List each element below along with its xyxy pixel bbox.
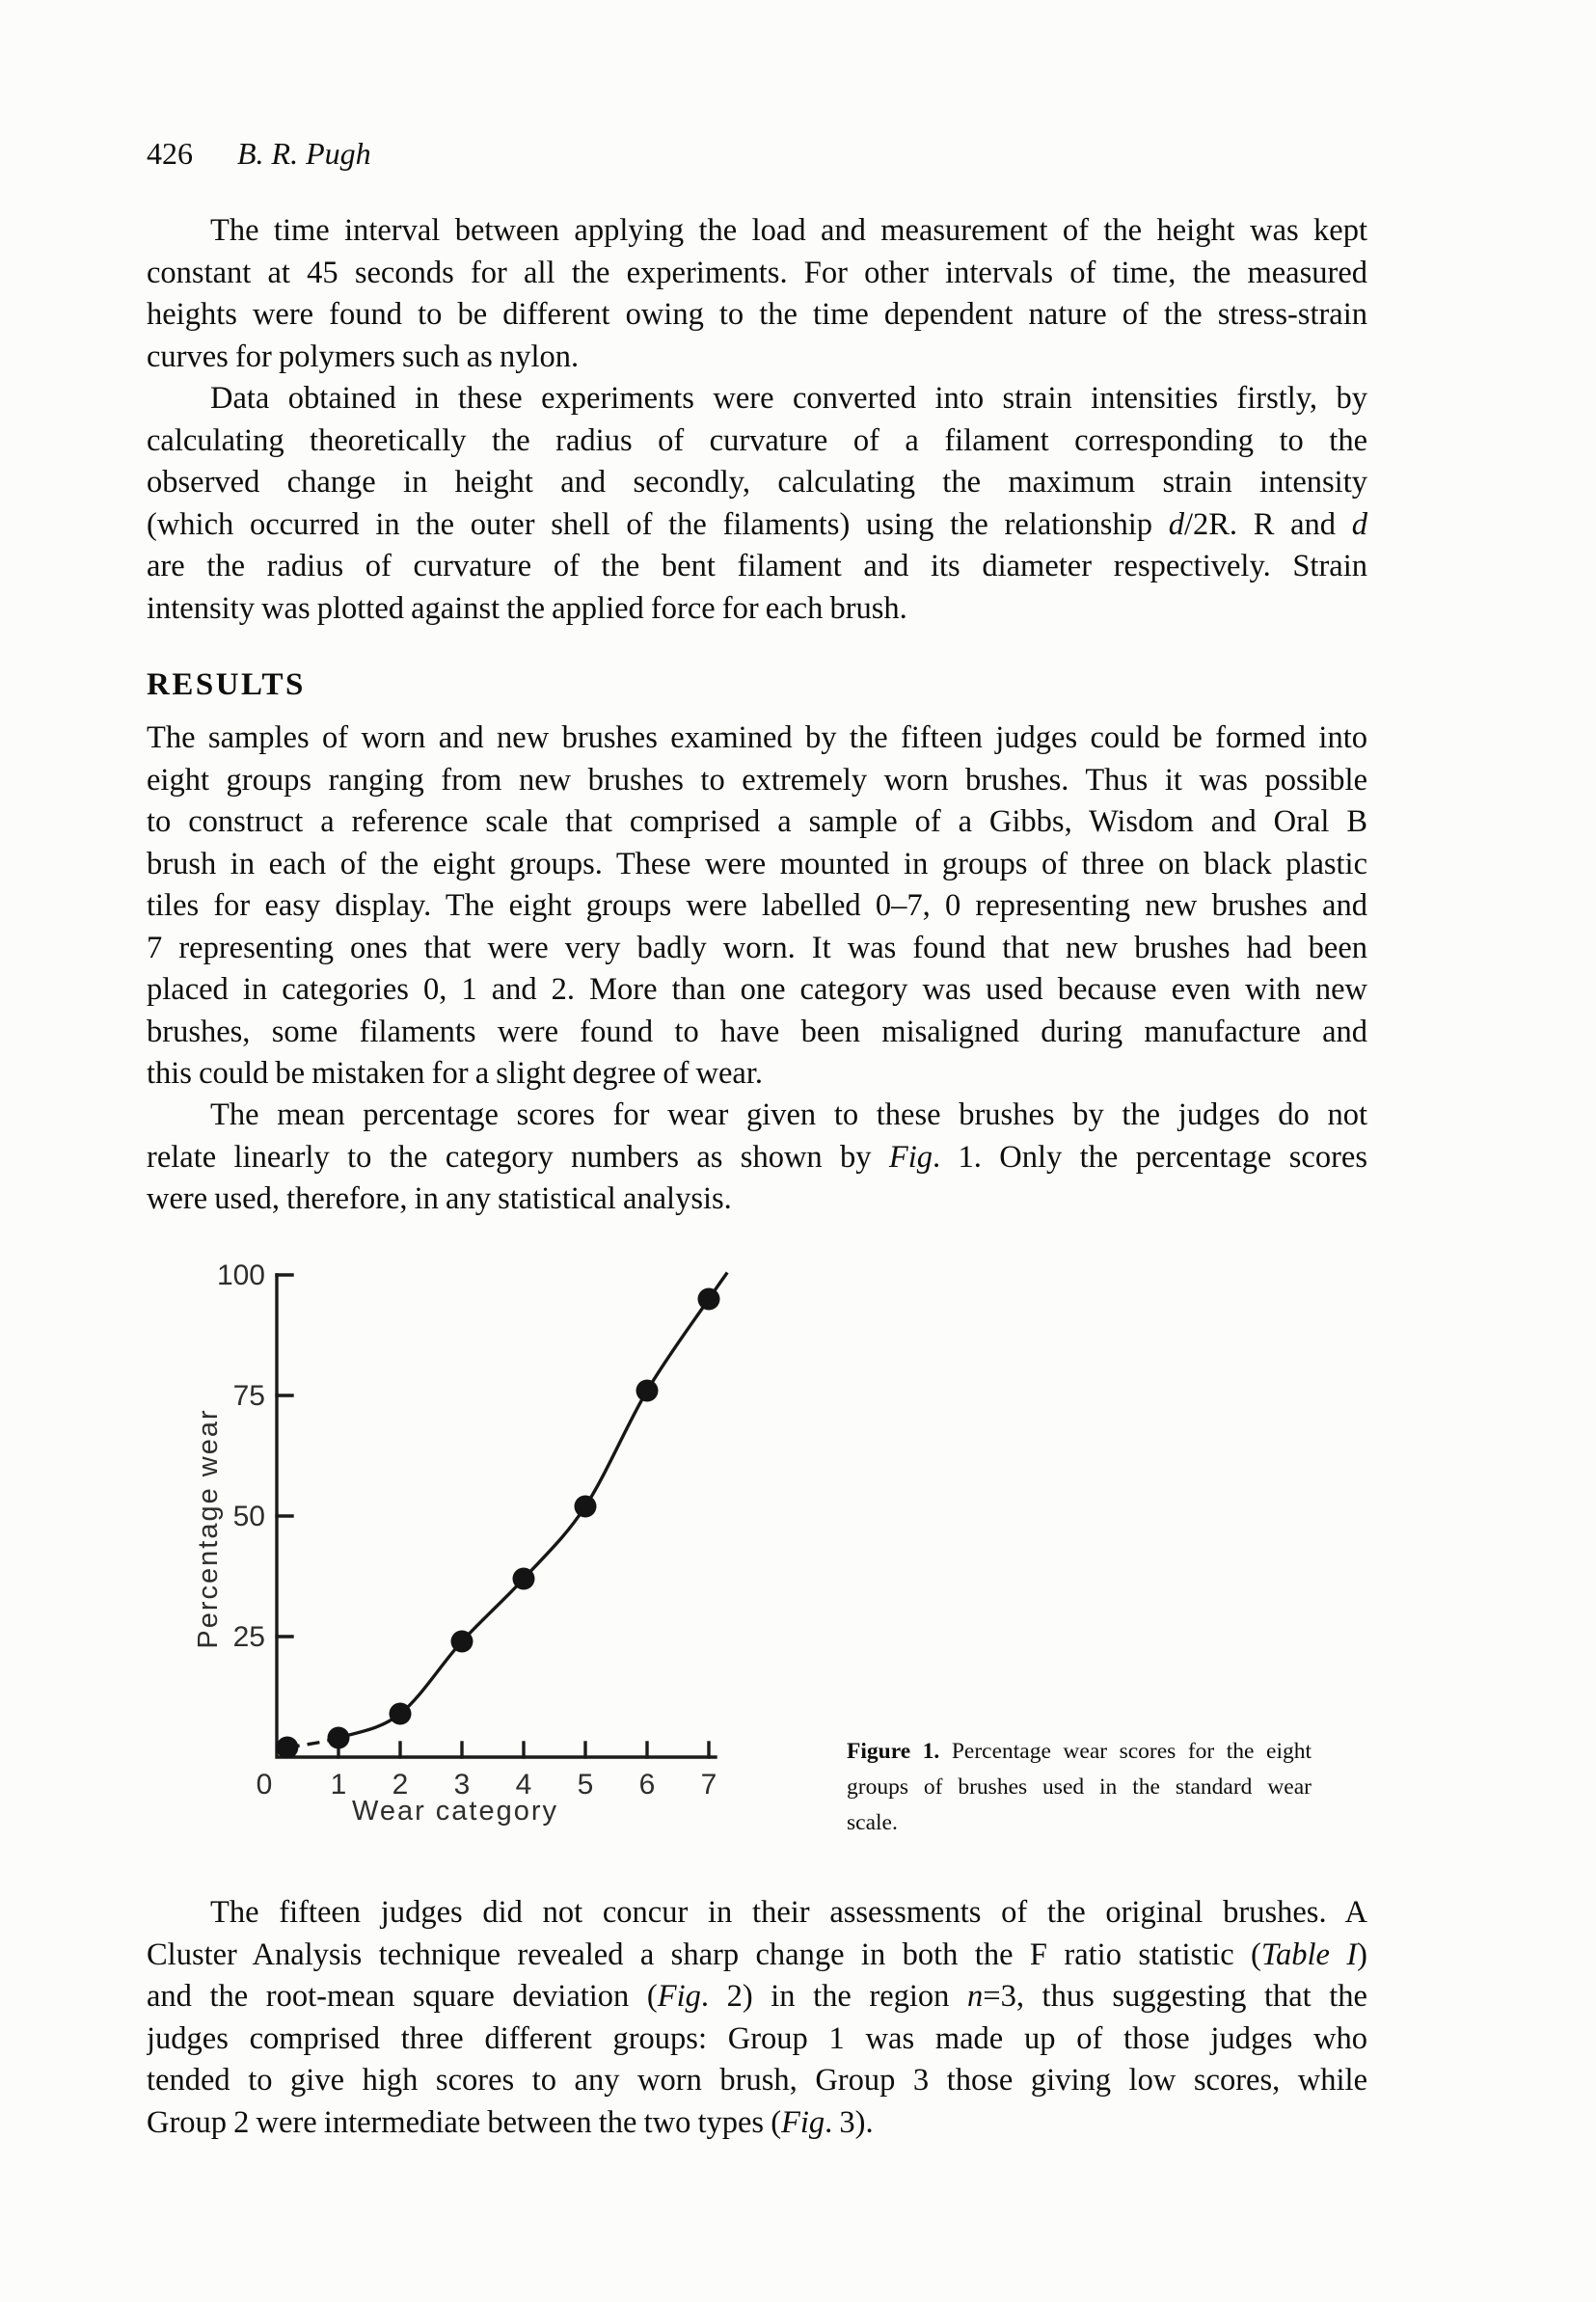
text-line	[147, 928, 1367, 970]
data-point	[698, 1288, 720, 1311]
x-tick-label: 0	[256, 1769, 273, 1801]
text-run: Figure 1.	[847, 1739, 940, 1764]
page-number: 426	[147, 136, 193, 171]
x-tick-label: 6	[638, 1769, 656, 1801]
axes	[277, 1275, 716, 1757]
paragraph-2	[147, 378, 1367, 630]
text-line	[147, 801, 1367, 844]
text-run: Table I	[1260, 1936, 1358, 1972]
text-line	[147, 760, 1367, 802]
text-line	[147, 2102, 1367, 2145]
text-line	[147, 1935, 1367, 1977]
text-run: =3, thus suggesting that the	[983, 1979, 1367, 2014]
x-tick-label: 2	[392, 1769, 409, 1801]
y-tick-label: 100	[216, 1259, 265, 1291]
text-run: curves for polymers such as nylon.	[147, 339, 580, 374]
y-axis-label: Percentage wear	[193, 1408, 224, 1649]
text-run: to construct a reference scale that comprised a sample of a Gibbs, Wisdom and Oral B	[147, 804, 1367, 839]
text-run: scale.	[847, 1810, 898, 1835]
text-run: Group 2 were intermediate between the two types (	[147, 2104, 782, 2140]
running-header	[147, 134, 371, 173]
text-line	[147, 2018, 1367, 2061]
text-run: The fifteen judges did not concur in their assessments of the original brushes. A	[210, 1895, 1367, 1930]
x-tick-label: 3	[453, 1769, 471, 1801]
x-tick-label: 4	[515, 1769, 532, 1801]
text-run: placed in categories 0, 1 and 2. More than one category was used because even with new	[147, 972, 1367, 1007]
running-author: B. R. Pugh	[237, 136, 371, 171]
text-line	[847, 1770, 1312, 1805]
text-run: Percentage wear scores for the eight	[939, 1739, 1312, 1764]
x-axis-label: Wear category	[351, 1796, 559, 1827]
text-line	[847, 1805, 1312, 1841]
text-run: The mean percentage scores for wear given to these brushes by the judges do not	[210, 1097, 1367, 1132]
text-line	[147, 1137, 1367, 1179]
text-run: relate linearly to the category numbers as shown by	[147, 1139, 889, 1175]
text-run: 7 representing ones that were very badly worn. It was found that new brushes had been	[147, 930, 1367, 965]
text-run: and the root-mean square deviation (	[147, 1979, 658, 2014]
text-run: were used, therefore, in any statistical analysis.	[147, 1181, 732, 1216]
text-line	[147, 462, 1367, 504]
data-point	[513, 1568, 535, 1590]
text-line	[147, 1976, 1367, 2018]
text-run: observed change in height and secondly, calculating the maximum strain intensity	[147, 465, 1367, 500]
text-line	[147, 718, 1367, 760]
wear-curve	[338, 1273, 727, 1739]
text-run: Fig	[657, 1979, 701, 2014]
text-run: The time interval between applying the load and measurement of the height was kept	[210, 213, 1367, 248]
text-run: heights were found to be different owing to the time dependent nature of the stress-strain	[147, 297, 1367, 332]
data-point	[636, 1380, 659, 1402]
text-run: judges comprised three different groups: Group 1 was made up of those judges who	[147, 2020, 1367, 2056]
data-point	[575, 1496, 597, 1518]
text-line	[147, 253, 1367, 295]
text-run: brushes, some filaments were found to have been misaligned during manufacture and	[147, 1014, 1367, 1049]
text-run: brush in each of the eight groups. These were mounted in groups of three on black plastic	[147, 846, 1367, 881]
text-run: Cluster Analysis technique revealed a sharp change in both the F ratio statistic (	[147, 1936, 1261, 1972]
text-line	[147, 378, 1367, 420]
text-line	[147, 420, 1367, 463]
results-heading: RESULTS	[147, 667, 306, 702]
y-tick-label: 25	[232, 1621, 265, 1653]
text-run: calculating theoretically the radius of curvature of a filament corresponding to the	[147, 422, 1367, 458]
text-run: eight groups ranging from new brushes to extremely worn brushes. Thus it was possible	[147, 762, 1367, 798]
text-run: constant at 45 seconds for all the experiments. For other intervals of time, the measured	[147, 255, 1367, 290]
y-tick-label: 50	[232, 1501, 265, 1532]
text-run: . 1. Only the percentage scores	[933, 1139, 1367, 1175]
text-line	[147, 1053, 1367, 1096]
text-line	[147, 337, 1367, 379]
text-line	[147, 1178, 1367, 1221]
text-line	[147, 210, 1367, 253]
text-line	[147, 2060, 1367, 2102]
text-run: Data obtained in these experiments were converted into strain intensities firstly, by	[210, 381, 1367, 416]
paragraph-4	[147, 1095, 1367, 1221]
data-point	[451, 1631, 473, 1653]
text-line	[147, 1892, 1367, 1935]
text-run: n	[967, 1979, 984, 2014]
data-point	[390, 1703, 412, 1725]
text-line	[847, 1734, 1312, 1770]
figure-1-caption	[847, 1734, 1312, 1841]
text-run: )	[1357, 1936, 1367, 1972]
text-line	[147, 1095, 1367, 1137]
text-run: . 2) in the region	[700, 1979, 968, 2014]
x-tick-label: 5	[577, 1769, 594, 1801]
text-line	[147, 504, 1367, 547]
text-run: Fig	[781, 2104, 825, 2140]
text-run: intensity was plotted against the applied force for each brush.	[147, 590, 907, 626]
text-line	[147, 294, 1367, 337]
text-run: The samples of worn and new brushes examined by the fifteen judges could be formed into	[147, 720, 1367, 755]
text-line	[147, 885, 1367, 928]
paragraph-3	[147, 718, 1367, 1096]
text-run: d	[1168, 506, 1184, 542]
text-run: are the radius of curvature of the bent filament and its diameter respectively. Strain	[147, 549, 1367, 583]
paragraph-1	[147, 210, 1367, 378]
text-line	[147, 588, 1367, 631]
data-point	[276, 1737, 298, 1759]
text-run: Fig	[888, 1139, 933, 1175]
paragraph-5	[147, 1892, 1367, 2144]
text-line	[147, 1012, 1367, 1054]
y-tick-label: 75	[232, 1380, 265, 1412]
text-line	[147, 546, 1367, 588]
text-run: /2R. R and	[1183, 506, 1352, 542]
text-run: tiles for easy display. The eight groups were labelled 0–7, 0 representing new brushes and	[147, 888, 1367, 923]
text-run: groups of brushes used in the standard wear	[847, 1774, 1312, 1800]
text-run: d	[1351, 506, 1367, 542]
x-tick-label: 1	[330, 1769, 347, 1801]
text-run: (which occurred in the outer shell of the filaments) using the relationship	[147, 506, 1169, 542]
text-run: . 3).	[825, 2104, 874, 2140]
x-tick-label: 7	[700, 1769, 717, 1801]
data-point	[328, 1727, 350, 1749]
text-run: this could be mistaken for a slight degree of wear.	[147, 1056, 764, 1091]
text-line	[147, 844, 1367, 886]
text-run: tended to give high scores to any worn brush, Group 3 those giving low scores, while	[147, 2063, 1367, 2098]
text-line	[147, 969, 1367, 1012]
figure-1-chart	[135, 1239, 829, 1885]
